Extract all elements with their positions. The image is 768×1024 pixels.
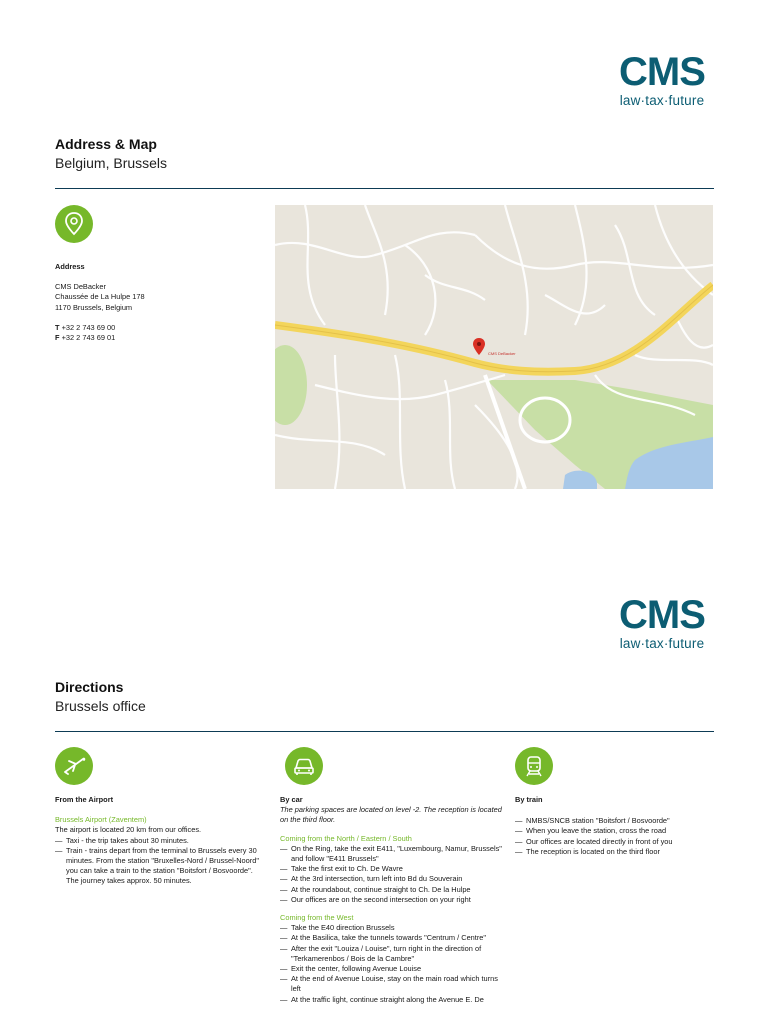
logo-tagline: law·tax·future	[619, 93, 705, 108]
page-subtitle: Belgium, Brussels	[55, 155, 168, 171]
address-line: CMS DeBacker	[55, 282, 106, 292]
divider	[55, 731, 714, 732]
map-graphic	[275, 205, 713, 489]
list-item: — The reception is located on the third floor	[515, 847, 715, 857]
list-item: — At the traffic light, continue straight along the Avenue E. De	[280, 995, 502, 1005]
list-item: — At the Basilica, take the tunnels towards "Centrum / Centre"	[280, 933, 502, 943]
airport-list	[55, 836, 265, 887]
airport-heading: From the Airport	[55, 795, 114, 804]
logo-tagline: law·tax·future	[619, 636, 705, 651]
phone-label: T	[55, 322, 60, 332]
address-line: Chaussée de La Hulpe 178	[55, 292, 145, 302]
fax-label: F	[55, 333, 60, 343]
cms-logo	[610, 52, 714, 108]
airport-intro: The airport is located 20 km from our offices.	[55, 825, 202, 835]
fax-number: +32 2 743 69 01	[61, 333, 116, 343]
car-note: The parking spaces are located on level -2. The reception is located on the third floor.	[280, 805, 502, 825]
map-marker-label: CMS DeBacker	[488, 351, 516, 356]
west-heading: Coming from the West	[280, 913, 354, 923]
page-title: Directions	[55, 679, 124, 695]
list-item: — Taxi - the trip takes about 30 minutes.	[55, 836, 265, 846]
divider	[55, 188, 714, 189]
train-icon	[515, 747, 553, 785]
train-heading: By train	[515, 795, 543, 804]
list-item: — At the roundabout, continue straight to Ch. De la Hulpe	[280, 885, 502, 895]
location-map[interactable]	[275, 205, 713, 489]
page-title: Address & Map	[55, 136, 157, 152]
list-item: — Take the first exit to Ch. De Wavre	[280, 864, 502, 874]
car-heading: By car	[280, 795, 303, 804]
address-heading: Address	[55, 262, 85, 271]
phone-row	[55, 323, 255, 333]
logo-mark: CMS	[619, 593, 705, 637]
list-item: — Take the E40 direction Brussels	[280, 923, 502, 933]
car-section	[280, 795, 502, 1005]
phone-number: +32 2 743 69 00	[61, 322, 116, 332]
cms-logo	[610, 595, 714, 651]
list-item: — Train - trains depart from the terminal to Brussels every 30 minutes. From the station "Bruxelles-Nord / Brussel-Noord" you can take a train to the station "Boitsfort / Bosvoorde". The journey takes approx. 50 minutes.	[55, 846, 265, 887]
airplane-icon	[55, 747, 93, 785]
location-pin-icon	[55, 205, 93, 243]
airport-section	[55, 795, 265, 887]
train-section	[515, 795, 715, 857]
car-icon	[285, 747, 323, 785]
list-item: — Exit the center, following Avenue Louise	[280, 964, 502, 974]
fax-row	[55, 333, 255, 343]
list-item: — Our offices are located directly in front of you	[515, 837, 715, 847]
list-item: — NMBS/SNCB station "Boitsfort / Bosvoorde"	[515, 816, 715, 826]
address-line: 1170 Brussels, Belgium	[55, 302, 133, 312]
north-list	[280, 844, 502, 905]
address-block	[55, 262, 255, 343]
logo-mark: CMS	[619, 50, 705, 94]
list-item: — When you leave the station, cross the road	[515, 826, 715, 836]
list-item: — At the 3rd intersection, turn left into Bd du Souverain	[280, 874, 502, 884]
train-list	[515, 816, 715, 857]
north-heading: Coming from the North / Eastern / South	[280, 833, 412, 843]
list-item: — On the Ring, take the exit E411, "Luxembourg, Namur, Brussels" and follow "E411 Brussels"	[280, 844, 502, 864]
airport-subheading: Brussels Airport (Zaventem)	[55, 815, 147, 825]
list-item: — Our offices are on the second intersection on your right	[280, 895, 502, 905]
page-subtitle: Brussels office	[55, 698, 146, 714]
list-item: — After the exit "Louiza / Louise", turn right in the direction of "Terkamerenbos / Bois de la Cambre"	[280, 944, 502, 964]
west-list	[280, 923, 502, 1005]
list-item: — At the end of Avenue Louise, stay on the main road which turns left	[280, 974, 502, 994]
